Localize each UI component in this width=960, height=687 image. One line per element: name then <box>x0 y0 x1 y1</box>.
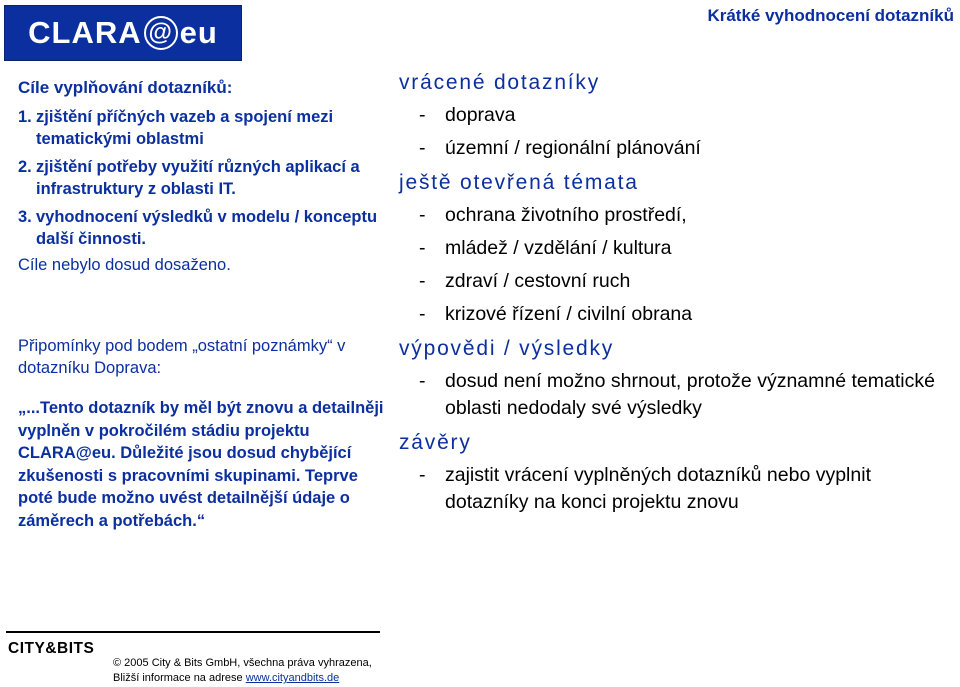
list-item-text: krizové řízení / civilní obrana <box>445 303 693 325</box>
goal-item <box>18 106 388 150</box>
list-item-text: dosud není možno shrnout, protože významné tematické oblasti nedodaly své výsledky <box>445 370 935 419</box>
list-item-text: územní / regionální plánování <box>445 137 701 159</box>
goal-item <box>18 206 388 250</box>
list-item <box>419 462 954 516</box>
dash-bullet: - <box>419 464 426 486</box>
returned-heading: vrácené dotazníky <box>399 71 601 94</box>
remarks-title: Připomínky pod bodem „ostatní poznámky“ v dotazníku Doprava: <box>18 337 346 377</box>
list-item <box>419 102 954 129</box>
left-column <box>18 78 388 532</box>
copyright-text: © 2005 City & Bits GmbH, všechna práva vyhrazena, <box>113 657 372 669</box>
conclusions-list <box>399 462 954 516</box>
dash-bullet: - <box>419 104 426 126</box>
logo-at-icon: @ <box>144 16 178 50</box>
goal-number: 1. <box>18 108 32 126</box>
goal-item <box>18 156 388 200</box>
conclusions-heading: závěry <box>399 431 472 454</box>
dash-bullet: - <box>419 137 426 159</box>
list-item <box>419 368 954 422</box>
logo-part-clara: CLARA <box>28 15 142 50</box>
list-item-text: ochrana životního prostředí, <box>445 204 687 226</box>
dash-bullet: - <box>419 204 426 226</box>
list-item-text: mládež / vzdělání / kultura <box>445 237 672 259</box>
remarks-quote: „...Tento dotazník by měl být znovu a detailněji vyplněn v pokročilém stádiu projektu CLARA@eu. Důležité jsou dosud chybějící zkušenosti s pracovními skupinami. Teprve poté bude možno uvést detailnější údaje o záměrech a potřebách.“ <box>18 399 384 530</box>
dash-bullet: - <box>419 370 426 392</box>
list-item <box>419 268 954 295</box>
goal-text: zjištění potřeby využití různých aplikací a infrastruktury z oblasti IT. <box>36 158 360 198</box>
results-heading: výpovědi / výsledky <box>399 337 615 360</box>
logo-part-eu: eu <box>179 15 218 50</box>
returned-list <box>399 102 954 162</box>
dash-bullet: - <box>419 303 426 325</box>
open-topics-list <box>399 202 954 328</box>
footer-text <box>113 656 372 686</box>
goals-note: Cíle nebylo dosud dosaženo. <box>18 256 231 274</box>
right-column <box>399 68 954 522</box>
footer-info-line <box>113 671 372 686</box>
list-item <box>419 301 954 328</box>
goals-title: Cíle vyplňování dotazníků: <box>18 78 233 97</box>
list-item-text: zdraví / cestovní ruch <box>445 270 631 292</box>
goal-text: zjištění příčných vazeb a spojení mezi tematickými oblastmi <box>36 108 334 148</box>
clara-eu-logo <box>4 5 242 61</box>
results-list <box>399 368 954 422</box>
footer-divider <box>6 631 380 633</box>
list-item <box>419 202 954 229</box>
city-bits-logo: CITY&BITS <box>8 640 95 657</box>
page-title: Krátké vyhodnocení dotazníků <box>707 6 954 25</box>
list-item-text: zajistit vrácení vyplněných dotazníků nebo vyplnit dotazníky na konci projektu znovu <box>445 464 871 513</box>
goals-list <box>18 106 388 250</box>
list-item-text: doprava <box>445 104 516 126</box>
goal-number: 2. <box>18 158 32 176</box>
dash-bullet: - <box>419 270 426 292</box>
website-link[interactable]: www.cityandbits.de <box>245 672 340 684</box>
dash-bullet: - <box>419 237 426 259</box>
open-topics-heading: ještě otevřená témata <box>399 171 639 194</box>
info-prefix: Bližší informace na adrese <box>113 672 243 684</box>
list-item <box>419 135 954 162</box>
goal-number: 3. <box>18 208 32 226</box>
list-item <box>419 235 954 262</box>
goal-text: vyhodnocení výsledků v modelu / konceptu další činnosti. <box>36 208 378 248</box>
